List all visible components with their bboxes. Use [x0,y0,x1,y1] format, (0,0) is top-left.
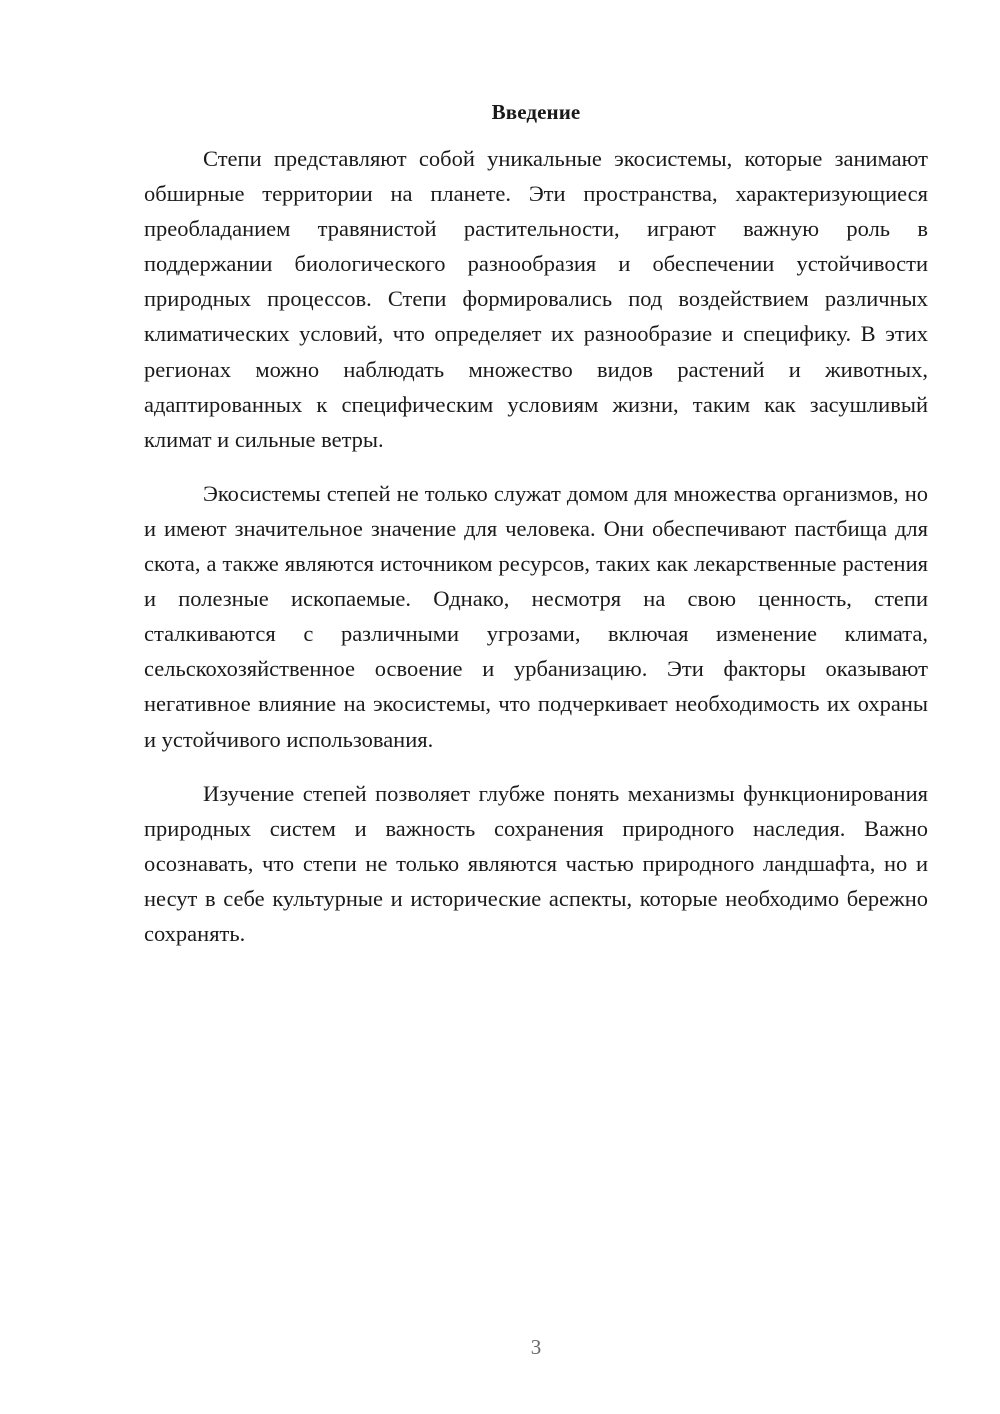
paragraph-3: Изучение степей позволяет глубже понять механизмы функционирования природных систем и важность сохранения природного наследия. Важно осознавать, что степи не только являются частью природного ландшафта, но и несут в себе культурные и исторические аспекты, которые необходимо бережно сохранять. [144,780,928,946]
paragraph-2: Экосистемы степей не только служат домом для множества организмов, но и имеют значительное значение для человека. Они обеспечивают пастбища для скота, а также являются источником ресурсов, таких как лекарственные растения и полезные ископаемые. Однако, несмотря на свою ценность, степи сталкиваются с различными угрозами, включая изменение климата, сельскохозяйственное освоение и урбанизацию. Эти факторы оказывают негативное влияние на экосистемы, что подчеркивает необходимость их охраны и устойчивого использования. [144,480,928,752]
page-number: 3 [530,1335,542,1359]
section-heading: Введение [491,100,581,124]
paragraph-1: Степи представляют собой уникальные экосистемы, которые занимают обширные территории на планете. Эти пространства, характеризующиеся преобладанием травянистой растительности, играют важную роль в поддержании биологического разнообразия и обеспечении устойчивости природных процессов. Степи формировались под воздействием различных климатических условий, что определяет их разнообразие и специфику. В этих регионах можно наблюдать множество видов растений и животных, адаптированных к специфическим условиям жизни, таким как засушливый климат и сильные ветры. [144,146,928,452]
page-content [144,95,928,970]
